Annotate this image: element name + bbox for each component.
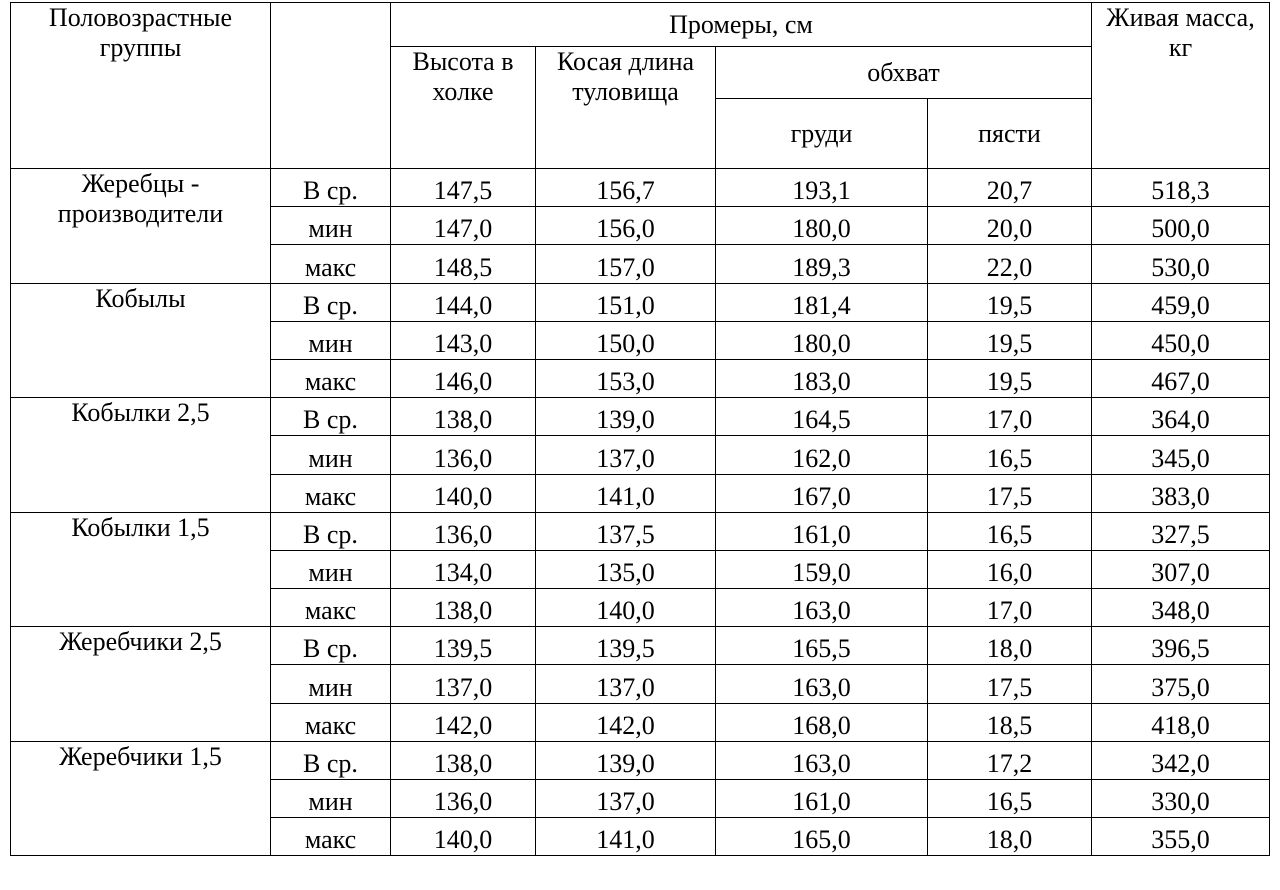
metacarpus-value: 16,5 (928, 780, 1092, 818)
chest-value: 183,0 (716, 359, 928, 397)
weight-value: 500,0 (1092, 207, 1270, 245)
chest-value: 159,0 (716, 550, 928, 588)
length-value: 142,0 (536, 703, 716, 741)
metacarpus-value: 17,0 (928, 589, 1092, 627)
weight-value: 375,0 (1092, 665, 1270, 703)
weight-value: 459,0 (1092, 283, 1270, 321)
height-value: 136,0 (391, 512, 536, 550)
weight-value: 330,0 (1092, 780, 1270, 818)
metacarpus-value: 22,0 (928, 245, 1092, 283)
height-value: 146,0 (391, 359, 536, 397)
chest-value: 165,5 (716, 627, 928, 665)
header-length-label: Косая длина туловища (556, 47, 695, 106)
length-value: 141,0 (536, 474, 716, 512)
weight-value: 307,0 (1092, 550, 1270, 588)
metacarpus-value: 17,0 (928, 398, 1092, 436)
height-value: 140,0 (391, 474, 536, 512)
length-value: 151,0 (536, 283, 716, 321)
header-groups (11, 3, 271, 169)
header-groups-label: Половозрастные группы (48, 3, 233, 62)
weight-value: 342,0 (1092, 741, 1270, 779)
chest-value: 163,0 (716, 665, 928, 703)
chest-value: 162,0 (716, 436, 928, 474)
weight-value: 364,0 (1092, 398, 1270, 436)
group-name: Кобылы (11, 283, 271, 398)
chest-value: 168,0 (716, 703, 928, 741)
chest-value: 189,3 (716, 245, 928, 283)
weight-value: 396,5 (1092, 627, 1270, 665)
length-value: 156,7 (536, 169, 716, 207)
measurements-table (10, 2, 1270, 856)
table-row (11, 398, 1270, 436)
group-name: Кобылки 2,5 (11, 398, 271, 513)
stat-label: В ср. (271, 398, 391, 436)
chest-value: 161,0 (716, 780, 928, 818)
header-weight-label: Живая масса, кг (1106, 3, 1255, 62)
height-value: 138,0 (391, 398, 536, 436)
table-row (11, 283, 1270, 321)
length-value: 135,0 (536, 550, 716, 588)
metacarpus-value: 20,7 (928, 169, 1092, 207)
stat-label: мин (271, 780, 391, 818)
height-value: 134,0 (391, 550, 536, 588)
height-value: 139,5 (391, 627, 536, 665)
height-value: 138,0 (391, 741, 536, 779)
stat-label: макс (271, 245, 391, 283)
metacarpus-value: 17,5 (928, 474, 1092, 512)
metacarpus-value: 17,5 (928, 665, 1092, 703)
metacarpus-value: 18,5 (928, 703, 1092, 741)
height-value: 142,0 (391, 703, 536, 741)
header-chest: груди (716, 99, 928, 169)
group-name: Жеребчики 2,5 (11, 627, 271, 742)
stat-label: мин (271, 207, 391, 245)
chest-value: 161,0 (716, 512, 928, 550)
stat-label: В ср. (271, 169, 391, 207)
stat-label: В ср. (271, 512, 391, 550)
metacarpus-value: 19,5 (928, 283, 1092, 321)
chest-value: 180,0 (716, 207, 928, 245)
chest-value: 181,4 (716, 283, 928, 321)
chest-value: 180,0 (716, 321, 928, 359)
metacarpus-value: 18,0 (928, 627, 1092, 665)
height-value: 140,0 (391, 818, 536, 856)
header-metacarpus: пясти (928, 99, 1092, 169)
header-weight (1092, 3, 1270, 169)
length-value: 137,0 (536, 780, 716, 818)
weight-value: 327,5 (1092, 512, 1270, 550)
stat-label: макс (271, 589, 391, 627)
length-value: 140,0 (536, 589, 716, 627)
weight-value: 345,0 (1092, 436, 1270, 474)
length-value: 153,0 (536, 359, 716, 397)
header-height-label: Высота в холке (412, 47, 514, 106)
group-name: Жеребцы - производители (11, 169, 271, 284)
height-value: 147,0 (391, 207, 536, 245)
table-row (11, 512, 1270, 550)
length-value: 141,0 (536, 818, 716, 856)
chest-value: 167,0 (716, 474, 928, 512)
weight-value: 348,0 (1092, 589, 1270, 627)
height-value: 136,0 (391, 436, 536, 474)
stat-label: В ср. (271, 627, 391, 665)
stat-label: макс (271, 474, 391, 512)
stat-label: мин (271, 665, 391, 703)
length-value: 139,0 (536, 741, 716, 779)
height-value: 144,0 (391, 283, 536, 321)
metacarpus-value: 16,5 (928, 436, 1092, 474)
header-stat-blank (271, 3, 391, 169)
header-height (391, 47, 536, 169)
metacarpus-value: 19,5 (928, 321, 1092, 359)
stat-label: макс (271, 818, 391, 856)
table-row (11, 169, 1270, 207)
length-value: 156,0 (536, 207, 716, 245)
length-value: 137,0 (536, 436, 716, 474)
height-value: 138,0 (391, 589, 536, 627)
stat-label: мин (271, 321, 391, 359)
height-value: 136,0 (391, 780, 536, 818)
chest-value: 165,0 (716, 818, 928, 856)
weight-value: 418,0 (1092, 703, 1270, 741)
chest-value: 163,0 (716, 589, 928, 627)
weight-value: 467,0 (1092, 359, 1270, 397)
header-measurements: Промеры, см (391, 3, 1092, 47)
header-girth: обхват (716, 47, 1092, 99)
length-value: 150,0 (536, 321, 716, 359)
table-row (11, 627, 1270, 665)
table-row (11, 741, 1270, 779)
stat-label: В ср. (271, 741, 391, 779)
stat-label: макс (271, 703, 391, 741)
length-value: 157,0 (536, 245, 716, 283)
table-header (11, 3, 1270, 169)
length-value: 137,5 (536, 512, 716, 550)
metacarpus-value: 20,0 (928, 207, 1092, 245)
chest-value: 193,1 (716, 169, 928, 207)
stat-label: мин (271, 550, 391, 588)
length-value: 139,0 (536, 398, 716, 436)
weight-value: 518,3 (1092, 169, 1270, 207)
chest-value: 163,0 (716, 741, 928, 779)
metacarpus-value: 17,2 (928, 741, 1092, 779)
weight-value: 383,0 (1092, 474, 1270, 512)
metacarpus-value: 16,5 (928, 512, 1092, 550)
height-value: 137,0 (391, 665, 536, 703)
weight-value: 355,0 (1092, 818, 1270, 856)
stat-label: мин (271, 436, 391, 474)
height-value: 143,0 (391, 321, 536, 359)
length-value: 137,0 (536, 665, 716, 703)
stat-label: макс (271, 359, 391, 397)
height-value: 147,5 (391, 169, 536, 207)
metacarpus-value: 16,0 (928, 550, 1092, 588)
header-length (536, 47, 716, 169)
metacarpus-value: 18,0 (928, 818, 1092, 856)
height-value: 148,5 (391, 245, 536, 283)
weight-value: 450,0 (1092, 321, 1270, 359)
metacarpus-value: 19,5 (928, 359, 1092, 397)
group-name: Кобылки 1,5 (11, 512, 271, 627)
stat-label: В ср. (271, 283, 391, 321)
chest-value: 164,5 (716, 398, 928, 436)
group-name: Жеребчики 1,5 (11, 741, 271, 856)
weight-value: 530,0 (1092, 245, 1270, 283)
length-value: 139,5 (536, 627, 716, 665)
table-body (11, 169, 1270, 856)
